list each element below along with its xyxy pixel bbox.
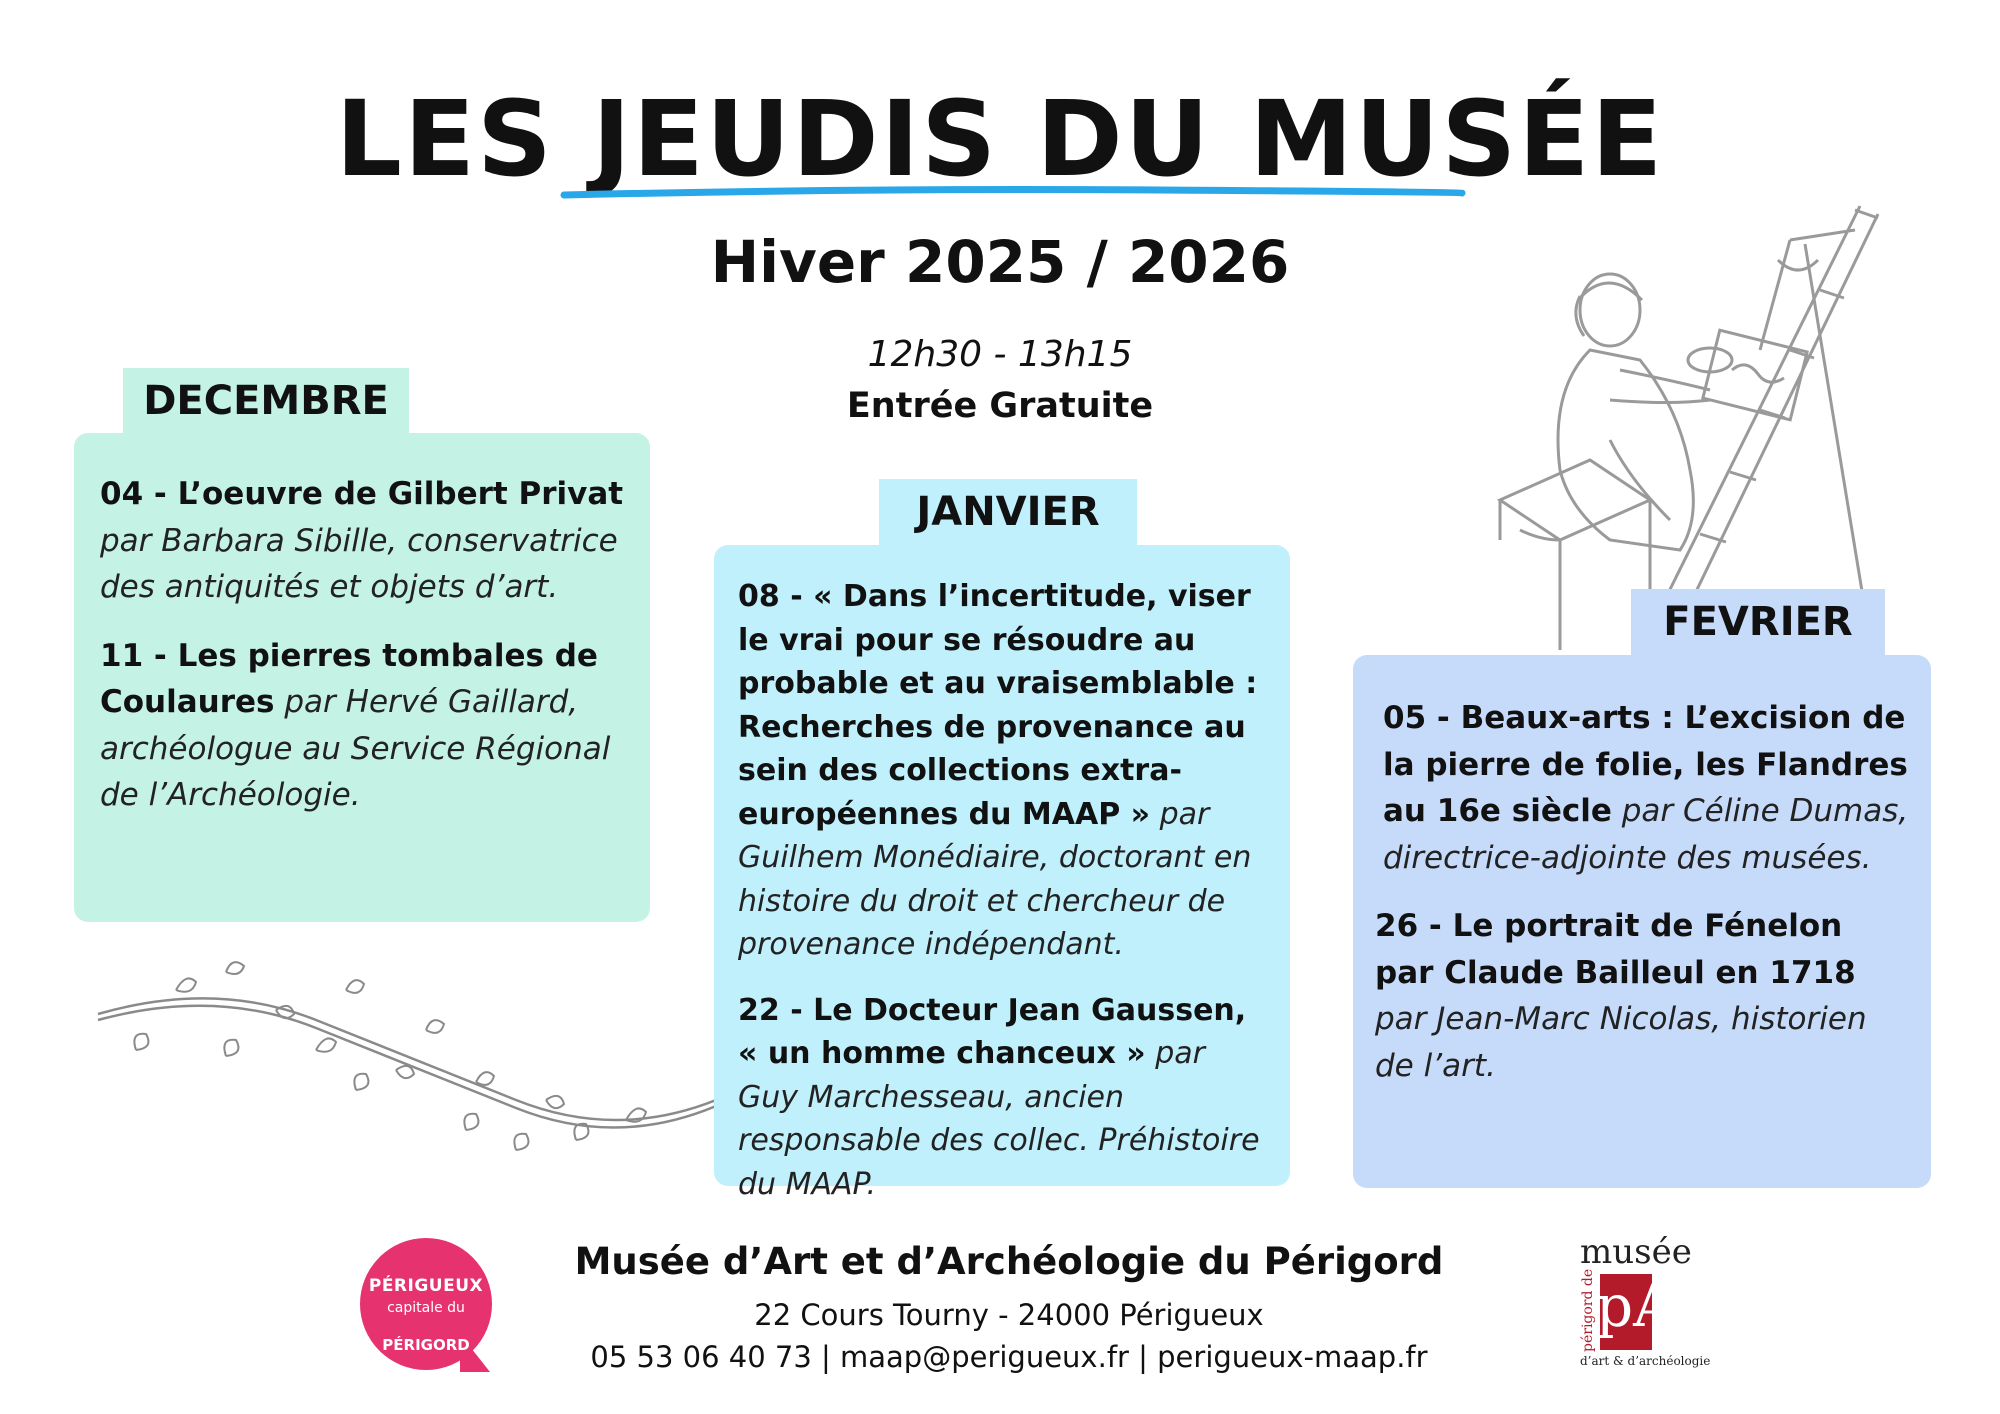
event-details: par Barbara Sibille, conservatrice des antiquités et objets d’art. [100, 522, 618, 605]
season-subtitle: Hiver 2025 / 2026 [710, 228, 1290, 296]
event-item [738, 989, 1268, 1207]
logo-bottom-text: d’art & d’archéologie [1580, 1354, 1711, 1368]
event-details: par Guy Marchesseau, ancien responsable des collec. Préhistoire du MAAP. [738, 1036, 1260, 1202]
session-time: 12h30 - 13h15 [867, 334, 1133, 375]
event-title: 11 - Les pierres tombales de Coulaures [100, 637, 598, 720]
event-details: par Céline Dumas, directrice-adjointe des musées. [1383, 793, 1909, 876]
entry-info: Entrée Gratuite [846, 386, 1154, 426]
museum-contact: 05 53 06 40 73 | maap@perigueux.fr | perigueux-maap.fr [590, 1340, 1428, 1374]
logo-text-line: PÉRIGUEUX [368, 1276, 484, 1296]
event-item [738, 575, 1268, 967]
event-item [1375, 903, 1909, 1089]
event-title: 22 - Le Docteur Jean Gaussen, « un homme chanceux » [738, 992, 1247, 1071]
event-title: 26 - Le portrait de Fénelon par Claude Bailleul en 1718 [1375, 908, 1856, 991]
month-card-december [74, 433, 650, 922]
event-item [100, 633, 624, 819]
event-title: 08 - « Dans l’incertitude, viser le vrai pour se résoudre au probable et au vraisemblable : Recherches de provenance au sein des collections extra-européennes du MAAP » [738, 579, 1258, 832]
event-item [1383, 695, 1909, 881]
event-item [100, 471, 624, 611]
month-tab-february: FEVRIER [1631, 589, 1885, 655]
logo-side-text: périgord de [1580, 1268, 1596, 1352]
title-underline [560, 184, 1466, 202]
month-tab-december: DECEMBRE [123, 368, 409, 434]
maap-logo [1560, 1232, 1720, 1372]
logo-text: musée [1580, 1232, 1692, 1272]
month-tab-january: JANVIER [879, 479, 1137, 545]
event-details: par Guilhem Monédiaire, doctorant en histoire du droit et chercheur de provenance indépendant. [738, 796, 1252, 962]
logo-monogram [1596, 1272, 1675, 1340]
logo-text-line: capitale du [387, 1300, 465, 1316]
museum-address: 22 Cours Tourny - 24000 Périgueux [754, 1298, 1264, 1332]
leafy-branch-illustration [96, 950, 716, 1180]
event-details: par Hervé Gaillard, archéologue au Service Régional de l’Archéologie. [100, 684, 611, 813]
page-title: LES JEUDIS DU MUSÉE [335, 78, 1665, 200]
logo-letter: A [1633, 1272, 1676, 1340]
logo-letter: p [1596, 1272, 1634, 1340]
month-card-february [1353, 655, 1931, 1188]
event-title: 05 - Beaux-arts : L’excision de la pierre de folie, les Flandres au 16e siècle [1383, 700, 1908, 829]
museum-name: Musée d’Art et d’Archéologie du Périgord [574, 1240, 1444, 1283]
logo-text-line: PÉRIGORD [382, 1336, 470, 1354]
event-title: 04 - L’oeuvre de Gilbert Privat [100, 476, 624, 512]
event-details: par Jean-Marc Nicolas, historien de l’art. [1375, 1001, 1867, 1084]
month-card-january [714, 545, 1290, 1202]
